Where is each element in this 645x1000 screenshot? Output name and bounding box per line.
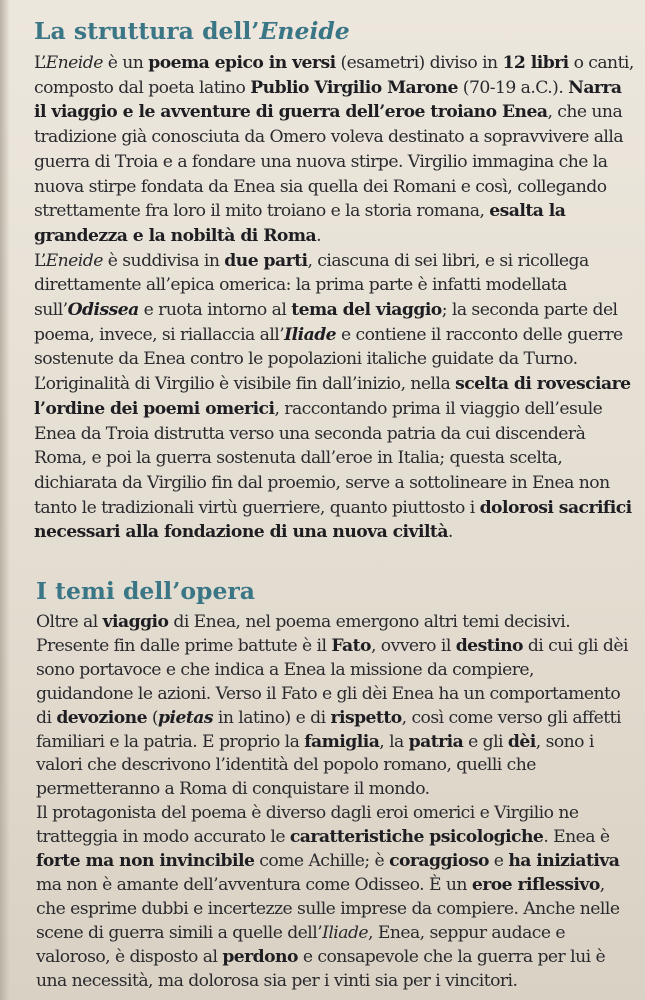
text-run: .: [447, 522, 453, 543]
bold-text: perdono: [222, 946, 298, 967]
bold-text: 12 libri: [502, 53, 569, 73]
text-run: ; la seconda parte del poema, invece, si riallaccia all’: [34, 300, 618, 345]
bold-text: Iliade: [284, 324, 337, 345]
bold-text: Odissea: [67, 300, 139, 321]
paragraph: [36, 802, 634, 993]
text-run: , ciascuna di sei libri, e si ricollega direttamente all’epica omerica: la prima parte è infatti modellata sull’: [34, 250, 589, 321]
bold-text: viaggio: [102, 612, 169, 632]
bold-text: devozione: [56, 707, 147, 728]
section-title: [36, 576, 634, 606]
bold-text: forte ma non invincibile: [36, 851, 255, 872]
bold-text: esalta la grandezza e la nobiltà di Roma: [34, 201, 566, 246]
bold-text: eroe riflessivo: [471, 874, 600, 895]
title-italic: Eneide: [259, 17, 350, 45]
text-run: , che esprime dubbi e incertezze sulle imprese da compiere. Anche nelle scene di guerra simili a quelle dell’: [36, 874, 620, 943]
text-run: , la: [379, 731, 409, 752]
section-temi: [36, 576, 634, 994]
text-run: o canti, composto dal poeta latino: [34, 53, 634, 98]
text-run: in latino) e di: [212, 707, 331, 728]
text-run: , ovvero il: [370, 635, 456, 656]
text-run: di cui gli dèi sono portavoce e che indica a Enea la missione da compiere, guidandone le azioni. Verso il Fato e gli dèi Enea ha un comportamento di: [36, 635, 628, 728]
text-run: ma non è amante dell’avventura come Odisseo. È un: [36, 874, 472, 895]
bold-text: scelta di rovesciare l’ordine dei poemi omerici: [34, 374, 631, 419]
text-run: (: [146, 707, 159, 728]
text-run: di Enea, nel poema emergono altri temi decisivi. Presente fin dalle prime battute è il: [36, 612, 571, 656]
bold-text: ha iniziativa: [508, 851, 620, 872]
text-run: L’: [34, 250, 46, 271]
italic-text: Eneide: [45, 250, 103, 271]
bold-text: famiglia: [304, 731, 380, 752]
paragraph: [36, 611, 634, 802]
paragraph: [34, 51, 634, 249]
text-run: , sono i valori che descrivono l’identità del popolo romano, quelli che permetteranno a Roma di conquistare il mondo.: [36, 731, 594, 800]
text-run: , così come verso gli affetti familiari e la patria. E proprio la: [36, 707, 621, 752]
text-run: e gli: [463, 731, 508, 752]
section-title: [34, 16, 634, 46]
text-run: . Enea è: [543, 827, 610, 848]
text-run: è suddivisa in: [102, 250, 225, 271]
bold-text: Fato: [331, 635, 371, 656]
text-run: , Enea, seppur audace e valoroso, è disposto al: [36, 922, 565, 967]
text-run: e: [488, 851, 509, 872]
bold-text: rispetto: [330, 707, 402, 728]
bold-text: due parti: [224, 250, 308, 271]
text-run: e contiene il racconto delle guerre sostenute da Enea contro le popolazioni italiche guidate da Turno.: [34, 324, 623, 370]
text-run: Il protagonista del poema è diverso dagli eroi omerici e Virgilio ne tratteggia in modo accurato le: [36, 803, 579, 848]
page-edge-shadow: [0, 0, 10, 1000]
paragraph: [34, 249, 634, 373]
bold-text: dolorosi sacrifici necessari alla fondazione di una nuova civiltà: [34, 497, 632, 543]
text-run: , raccontando prima il viaggio dell’esule Enea da Troia distrutta verso una seconda patria da cui discenderà Roma, e poi la guerra sostenuta dall’eroe in Italia; questa scelta, dichiarata da Virgilio fin dal proemio, serve a sottolineare in Enea non tanto le tradizionali virtù guerriere, quanto piuttosto i: [34, 398, 610, 518]
title-text: I temi dell’opera: [36, 577, 256, 605]
bold-text: tema del viaggio: [291, 300, 442, 321]
italic-text: Eneide: [45, 53, 103, 73]
section-struttura: [34, 16, 634, 545]
bold-text: destino: [455, 635, 523, 656]
bold-text: poema epico in versi: [148, 53, 336, 73]
bold-text: Publio Virgilio Marone: [250, 77, 458, 98]
bold-text: Narra il viaggio e le avventure di guerra dell’eroe troiano Enea: [34, 77, 622, 123]
text-run: .: [316, 225, 321, 246]
bold-text: patria: [408, 731, 464, 752]
paragraph: [34, 372, 634, 545]
text-run: L’: [34, 53, 46, 73]
text-run: (70-19 a.C.).: [457, 77, 569, 98]
text-run: e ruota intorno al: [138, 300, 292, 321]
text-run: è un: [102, 53, 149, 73]
title-text: La struttura dell’: [34, 17, 260, 45]
text-run: e consapevole che la guerra per lui è una necessità, ma dolorosa sia per i vinti sia per i vincitori.: [36, 946, 606, 991]
text-run: L’originalità di Virgilio è visibile fin dall’inizio, nella: [34, 374, 456, 395]
bold-text: pietas: [158, 707, 213, 728]
text-run: (esametri) diviso in: [335, 53, 503, 73]
text-run: , che una tradizione già conosciuta da Omero voleva destinato a sopravvivere alla guerra di Troia e a fondare una nuova stirpe. Virgilio immagina che la nuova stirpe fondata da Enea sia quella dei Romani e così, collegando strettamente fra loro il mito troiano e la storia romana,: [34, 102, 624, 222]
bold-text: dèi: [507, 731, 536, 752]
text-run: Oltre al: [36, 612, 103, 632]
bold-text: caratteristiche psicologiche: [289, 827, 544, 848]
italic-text: Iliade: [322, 922, 369, 943]
bold-text: coraggioso: [389, 851, 489, 872]
text-run: come Achille; è: [254, 851, 390, 872]
